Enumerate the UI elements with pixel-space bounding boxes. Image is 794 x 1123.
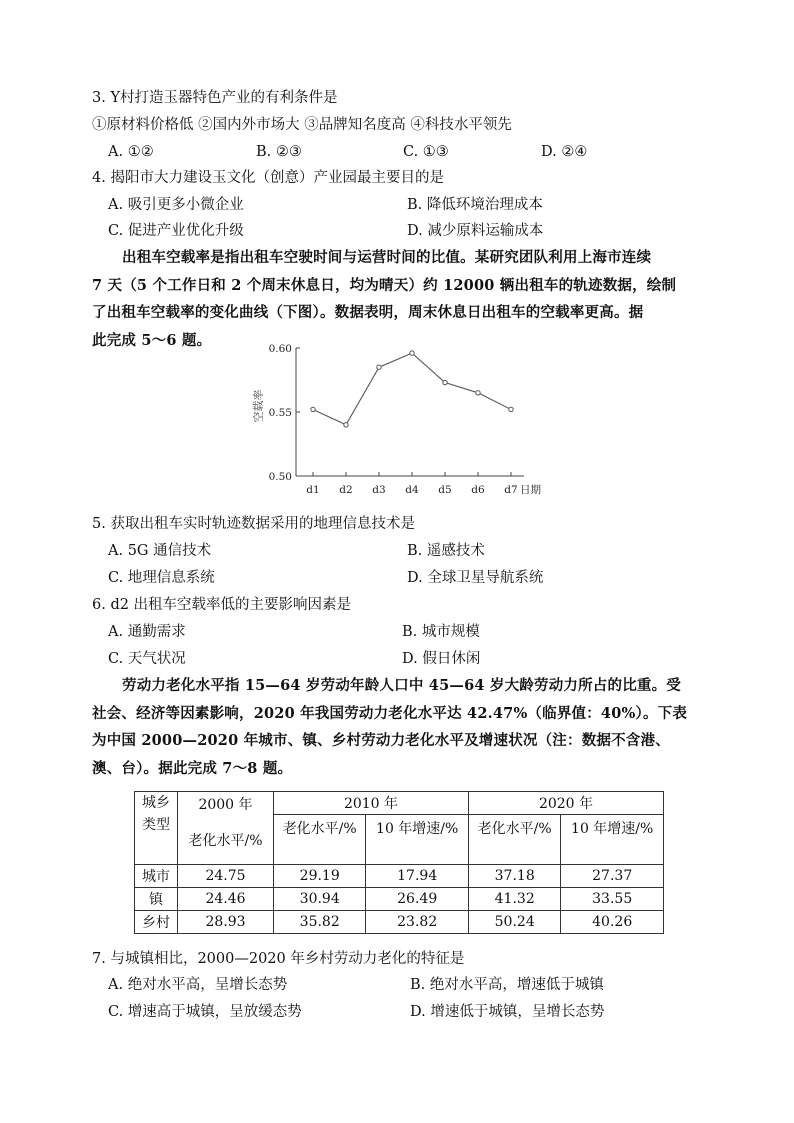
header-2020-level: 老化水平/%: [468, 815, 560, 865]
q3-conditions: ①原材料价格低 ②国内外市场大 ③品牌知名度高 ④科技水平领先: [92, 117, 512, 133]
q6-option-a[interactable]: A. 通勤需求: [108, 624, 186, 640]
q4-option-a[interactable]: A. 吸引更多小微企业: [108, 197, 244, 213]
q5-option-c[interactable]: C. 地理信息系统: [108, 570, 215, 586]
q7-stem: 7. 与城镇相比，2000—2020 年乡村劳动力老化的特征是: [92, 951, 465, 967]
q5-option-b[interactable]: B. 遥感技术: [407, 543, 485, 559]
q4-stem: 4. 揭阳市大力建设玉文化（创意）产业园最主要目的是: [92, 170, 444, 186]
passage-taxi-line: 了出租车空载率的变化曲线（下图）。数据表明，周末休息日出租车的空载率更高。据: [92, 304, 644, 321]
row-2010-level: 29.19: [274, 865, 366, 888]
q6-option-c[interactable]: C. 天气状况: [108, 651, 186, 667]
row-type: 城市: [135, 865, 178, 888]
x-tick-label: d3: [372, 484, 386, 496]
q6-option-d[interactable]: D. 假日休闲: [402, 651, 481, 667]
q3-option-b[interactable]: B. ②③: [256, 144, 302, 160]
table-row: [135, 865, 664, 888]
row-2010-growth: 26.49: [366, 888, 469, 911]
passage-labor-line: 澳、台）。据此完成 7～8 题。: [92, 759, 293, 777]
row-2000: 28.93: [178, 911, 274, 934]
row-2020-level: 50.24: [468, 911, 560, 934]
q5-stem: 5. 获取出租车实时轨迹数据采用的地理信息技术是: [92, 516, 415, 532]
y-tick-label: 0.60: [268, 343, 292, 355]
data-point: [476, 391, 480, 395]
passage-taxi: [92, 244, 704, 354]
row-2010-growth: 23.82: [366, 911, 469, 934]
data-point: [377, 365, 381, 369]
row-2020-growth: 33.55: [561, 888, 664, 911]
row-2010-level: 35.82: [274, 911, 366, 934]
row-2000: 24.75: [178, 865, 274, 888]
q6-option-b[interactable]: B. 城市规模: [402, 624, 480, 640]
row-type: 乡村: [135, 911, 178, 934]
q7-option-d[interactable]: D. 增速低于城镇，呈增长态势: [410, 1004, 605, 1020]
passage-taxi-line: 7 天（5 个工作日和 2 个周末休息日，均为晴天）约 12000 辆出租车的轨迹数据，绘制: [92, 276, 677, 294]
y-tick-label: 0.50: [268, 471, 292, 483]
x-tick-label: d2: [339, 484, 353, 496]
table-row: [135, 888, 664, 911]
q5-option-a[interactable]: A. 5G 通信技术: [108, 543, 212, 559]
passage-labor-line: 劳动力老化水平指 15—64 岁劳动年龄人口中 45—64 岁大龄劳动力所占的比重。受: [122, 677, 682, 694]
row-2020-growth: 40.26: [561, 911, 664, 934]
data-point: [344, 423, 348, 427]
x-tick-label: d7: [504, 484, 518, 496]
q7-option-b[interactable]: B. 绝对水平高，增速低于城镇: [410, 977, 604, 993]
header-type: 城乡 类型: [135, 792, 178, 865]
data-point: [311, 407, 315, 411]
q6-stem: 6. d2 出租车空载率低的主要影响因素是: [92, 597, 352, 613]
q7-option-a[interactable]: A. 绝对水平高，呈增长态势: [108, 977, 288, 993]
passage-labor: [92, 672, 704, 782]
q4-option-d[interactable]: D. 减少原料运输成本: [407, 223, 544, 239]
header-2010-growth: 10 年增速/%: [366, 815, 469, 865]
q7-option-c[interactable]: C. 增速高于城镇，呈放缓态势: [108, 1004, 302, 1020]
vacancy-series-line: [313, 353, 511, 425]
passage-labor-line: 社会、经济等因素影响，2020 年我国劳动力老化水平达 42.47%（临界值：40%）。下表: [92, 704, 688, 722]
row-2000: 24.46: [178, 888, 274, 911]
passage-taxi-line: 此完成 5～6 题。: [92, 331, 212, 349]
row-2020-level: 41.32: [468, 888, 560, 911]
x-tick-label: d4: [405, 484, 419, 496]
header-2020: 2020 年: [468, 792, 663, 815]
q3-stem: 3. Y村打造玉器特色产业的有利条件是: [92, 90, 338, 106]
row-2020-level: 37.18: [468, 865, 560, 888]
x-axis-label: 日期: [520, 484, 541, 496]
x-tick-label: d1: [306, 484, 320, 496]
q5-option-d[interactable]: D. 全球卫星导航系统: [407, 570, 544, 586]
row-2010-growth: 17.94: [366, 865, 469, 888]
q3-option-a[interactable]: A. ①②: [108, 144, 154, 160]
row-type: 镇: [135, 888, 178, 911]
header-2020-growth: 10 年增速/%: [561, 815, 664, 865]
header-2010: 2010 年: [274, 792, 469, 815]
q4-option-b[interactable]: B. 降低环境治理成本: [407, 197, 543, 213]
row-2010-level: 30.94: [274, 888, 366, 911]
row-2020-growth: 27.37: [561, 865, 664, 888]
header-2000: 2000 年 老化水平/%: [178, 792, 274, 865]
table-row: [135, 911, 664, 934]
x-tick-label: d5: [438, 484, 452, 496]
q4-option-c[interactable]: C. 促进产业优化升级: [108, 223, 244, 239]
passage-taxi-line: 出租车空载率是指出租车空驶时间与运营时间的比值。某研究团队利用上海市连续: [122, 249, 652, 266]
q3-option-d[interactable]: D. ②④: [541, 144, 588, 160]
header-2010-level: 老化水平/%: [274, 815, 366, 865]
data-point: [509, 407, 513, 411]
labor-aging-table: [134, 791, 664, 934]
y-axis-label: 空载率: [252, 389, 265, 423]
data-point: [443, 380, 447, 384]
passage-labor-line: 为中国 2000—2020 年城市、镇、乡村劳动力老化水平及增速状况（注：数据不含港、: [92, 732, 670, 749]
q3-option-c[interactable]: C. ①③: [403, 144, 449, 160]
x-tick-label: d6: [471, 484, 485, 496]
y-tick-label: 0.55: [268, 407, 292, 419]
